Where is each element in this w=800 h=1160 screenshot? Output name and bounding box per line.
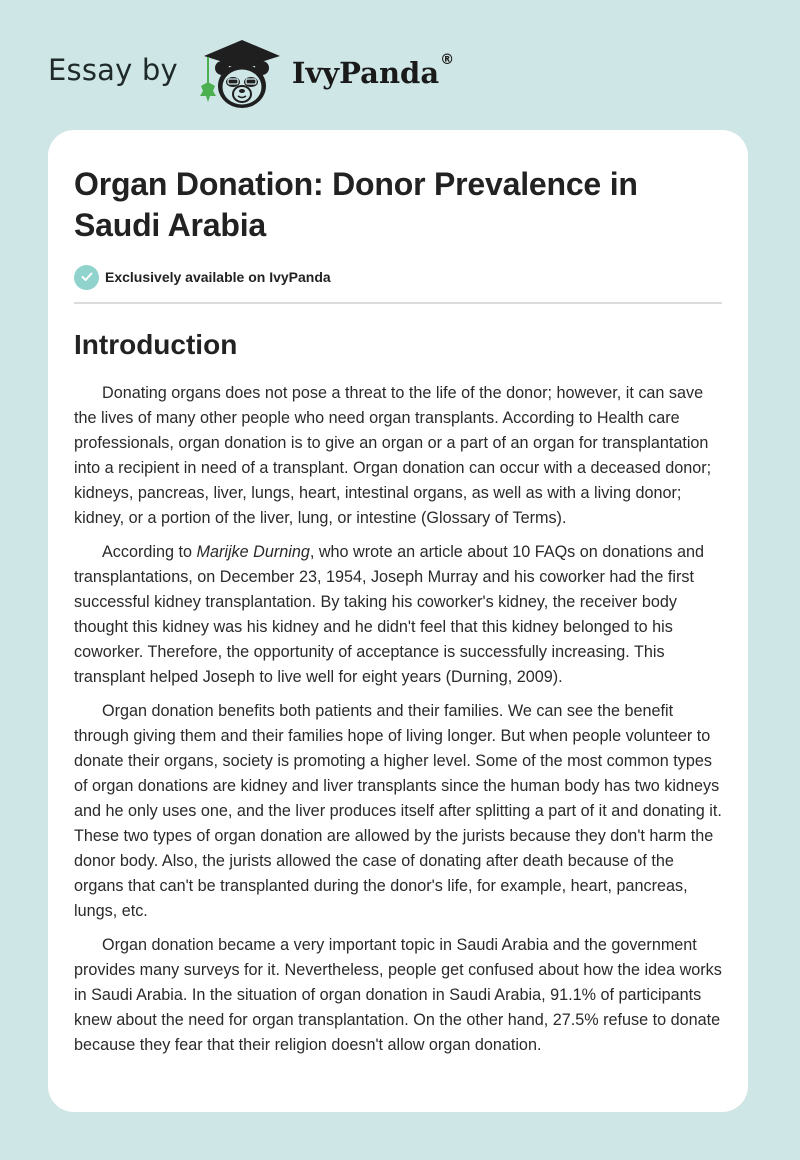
check-circle-icon [74, 265, 99, 290]
exclusive-label: Exclusively available on IvyPanda [105, 269, 331, 285]
site-header [48, 34, 454, 110]
paragraph [74, 540, 722, 690]
author-name: Marijke Durning [196, 543, 310, 561]
paragraph: Organ donation benefits both patients and their families. We can see the benefit through giving them and their families hope of living longer. But when people volunteer to donate their organs, society is promoting a higher level. Some of the most common types of organ donations are kidney and liver transplants since the human body has two kidneys and he only uses one, and the liver produces itself after splitting a part of it and donating it. These two types of organ donation are allowed by the jurists because they don't harm the donor body. Also, the jurists allowed the case of donating after death because of the organs that can't be transplanted during the donor's life, for example, heart, pancreas, lungs, etc. [74, 702, 722, 920]
paragraph: Organ donation became a very important topic in Saudi Arabia and the government provides many surveys for it. Nevertheless, people get confused about how the idea works in Saudi Arabia. In the situation of organ donation in Saudi Arabia, 91.1% of participants knew about the need for organ transplantation. On the other hand, 27.5% refuse to donate because they fear that their religion doesn't allow organ donation. [74, 936, 722, 1054]
brand-name[interactable]: IvyPanda® [291, 52, 455, 90]
essay-card [48, 130, 748, 1112]
exclusive-badge [74, 264, 722, 290]
section-heading-introduction: Introduction [74, 329, 238, 360]
divider [74, 302, 722, 304]
brand-prefix: Essay by [48, 53, 178, 87]
paragraph-text: , who wrote an article about 10 FAQs on donations and transplantations, on December 23, 1954, Joseph Murray and his coworker had the first successful kidney transplantation. By taking his coworker's kidney, the receiver body thought this kidney was his kidney and he didn't feel that this kidney belonged to his coworker. Therefore, the opportunity of acceptance is successfully increasing. This transplant helped Joseph to live well for eight years (Durning, 2009). [74, 543, 704, 686]
paragraph-text: According to [102, 543, 197, 561]
essay-title: Organ Donation: Donor Prevalence in Saudi Arabia [74, 166, 638, 243]
paragraph: Donating organs does not pose a threat to the life of the donor; however, it can save the lives of many other people who need organ transplants. According to Health care professionals, organ donation is to give an organ or a part of an organ for transplantation into a recipient in need of a transplant. Organ donation can occur with a deceased donor; kidneys, pancreas, liver, lungs, heart, intestinal organs, as well as with a living donor; kidney, or a portion of the liver, lung, or intestine (Glossary of Terms). [74, 384, 712, 527]
registered-mark: ® [440, 52, 455, 68]
panda-logo-icon[interactable] [196, 34, 286, 110]
